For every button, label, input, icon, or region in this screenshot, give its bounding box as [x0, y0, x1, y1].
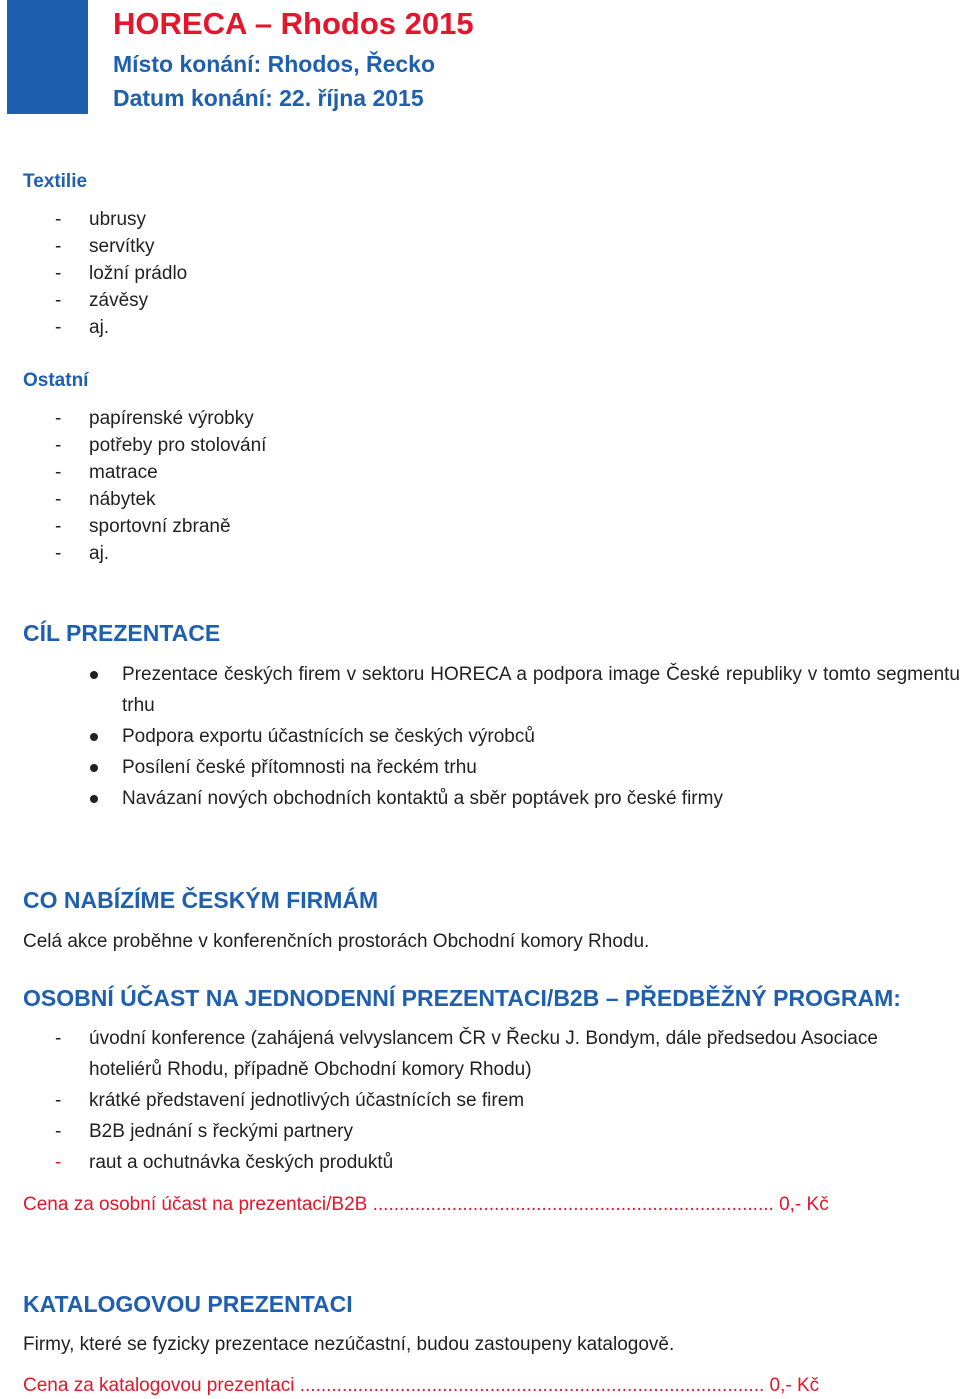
dash-icon: -: [55, 1090, 62, 1111]
personal-price: Cena za osobní účast na prezentaci/B2B ............................................................................ 0,- Kč: [23, 1194, 829, 1215]
textiles-list: [55, 206, 187, 341]
list-item: - aj.: [55, 540, 266, 567]
catalogue-heading: KATALOGOVOU PREZENTACI: [23, 1291, 353, 1317]
list-item-text: úvodní konference (zahájená velvyslancem ČR v Řecku J. Bondym, dále předsedou Asociace hoteliérů Rhodu, případně Obchodní komory Rhodu): [89, 1028, 878, 1080]
list-item-text: Posílení české přítomnosti na řeckém trhu: [122, 757, 477, 778]
list-item-text: Prezentace českých firem v sektoru HORECA a podpora image České republiky v tomto segmentu trhu: [122, 664, 960, 716]
bullet-icon: [90, 795, 98, 803]
list-item: - matrace: [55, 459, 266, 486]
offer-text: Celá akce proběhne v konferenčních prostorách Obchodní komory Rhodu.: [23, 931, 650, 952]
bullet-icon: [90, 733, 98, 741]
page-title: HORECA – Rhodos 2015: [113, 6, 474, 41]
list-item: - papírenské výrobky: [55, 405, 266, 432]
list-item: - závěsy: [55, 287, 187, 314]
catalogue-text: Firmy, které se fyzicky prezentace nezúčastní, budou zastoupeny katalogově.: [23, 1334, 675, 1355]
goal-heading: CÍL PREZENTACE: [23, 620, 221, 646]
list-item: - potřeby pro stolování: [55, 432, 266, 459]
list-item: - nábytek: [55, 486, 266, 513]
list-item-text: Navázaní nových obchodních kontaktů a sběr poptávek pro české firmy: [122, 788, 723, 809]
list-item: [55, 1023, 935, 1085]
list-item-text: raut a ochutnávka českých produktů: [89, 1152, 394, 1173]
other-heading: Ostatní: [23, 370, 89, 391]
dash-icon: -: [55, 1152, 62, 1173]
list-item: [55, 1085, 935, 1116]
goal-list: [90, 659, 960, 814]
list-item-text: krátké představení jednotlivých účastnících se firem: [89, 1090, 525, 1111]
other-list: [55, 405, 266, 567]
catalogue-price: Cena za katalogovou prezentaci ........................................................................................ 0,- Kč: [23, 1375, 820, 1396]
dash-icon: -: [55, 1028, 62, 1049]
list-item: - servítky: [55, 233, 187, 260]
event-venue: Místo konání: Rhodos, Řecko: [113, 51, 436, 77]
event-date: Datum konání: 22. října 2015: [113, 85, 424, 111]
list-item: [90, 659, 960, 721]
list-item: - ubrusy: [55, 206, 187, 233]
offer-heading: CO NABÍZÍME ČESKÝM FIRMÁM: [23, 887, 379, 913]
list-item-text: B2B jednání s řeckými partnery: [89, 1121, 354, 1142]
personal-heading: OSOBNÍ ÚČAST NA JEDNODENNÍ PREZENTACI/B2B – PŘEDBĚŽNÝ PROGRAM:: [23, 985, 901, 1011]
list-item: [90, 783, 960, 814]
list-item: - aj.: [55, 314, 187, 341]
header-blue-block: [7, 0, 88, 114]
dash-icon: -: [55, 1121, 62, 1142]
bullet-icon: [90, 764, 98, 772]
textiles-heading: Textilie: [23, 171, 88, 192]
list-item: [55, 1116, 935, 1147]
bullet-icon: [90, 671, 98, 679]
list-item: - ložní prádlo: [55, 260, 187, 287]
list-item: [90, 752, 960, 783]
list-item: [55, 1147, 935, 1178]
list-item: - sportovní zbraně: [55, 513, 266, 540]
program-list: [55, 1023, 935, 1178]
list-item-text: Podpora exportu účastnících se českých výrobců: [122, 726, 535, 747]
list-item: [90, 721, 960, 752]
